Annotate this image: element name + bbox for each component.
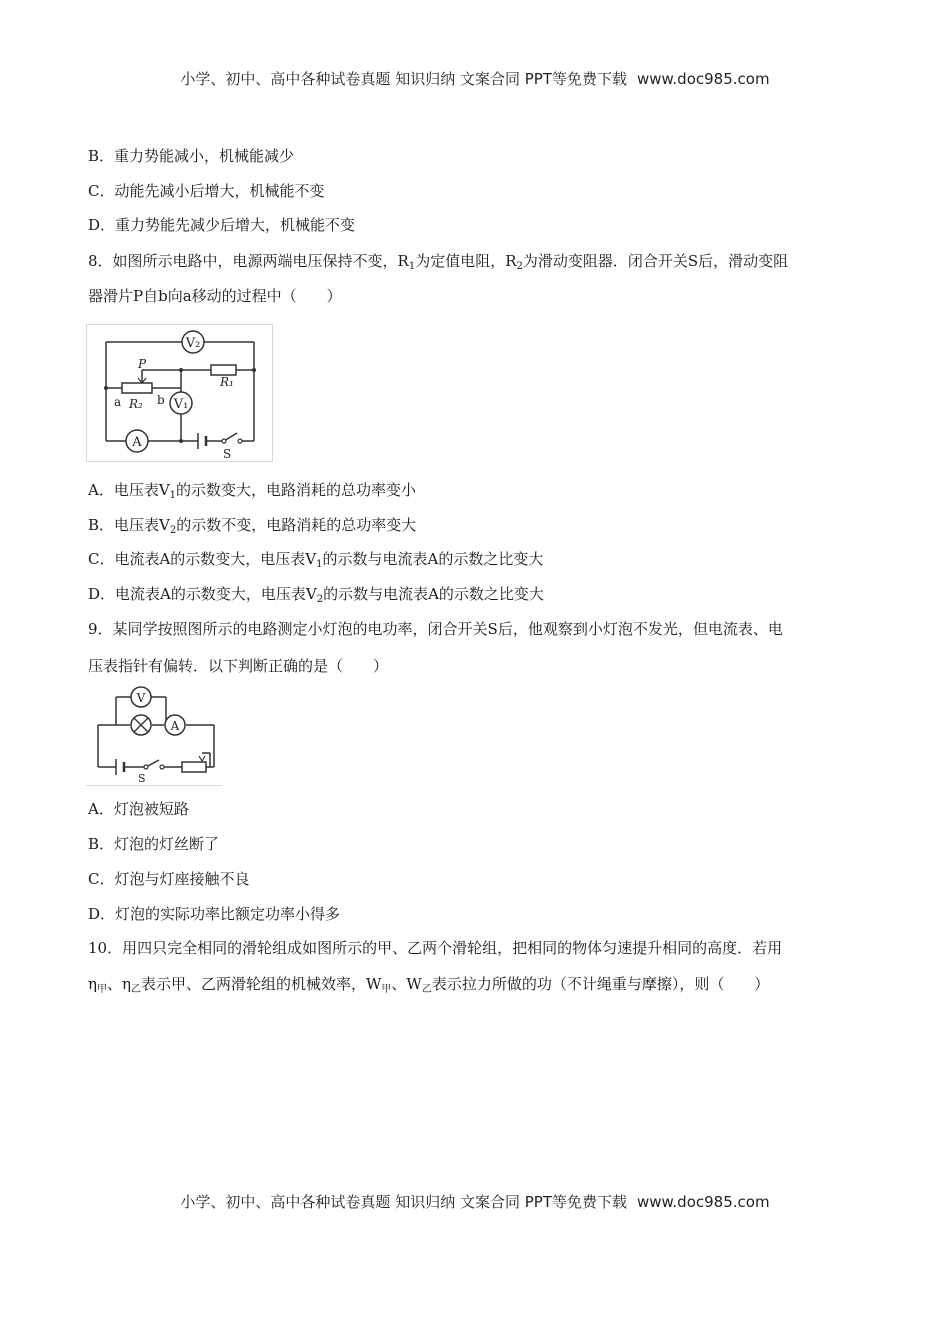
header-text: 小学、初中、高中各种试卷真题 知识归纳 文案合同 PPT等免费下载 — [180, 70, 627, 88]
label-v1: V₁ — [173, 397, 189, 412]
label-r1: R₁ — [220, 375, 234, 389]
label-p: P — [138, 357, 147, 371]
rheostat — [182, 762, 206, 772]
q8-stem-line2: 器滑片P自b向a移动的过程中（ ） — [88, 287, 342, 305]
q9-option-a: A．灯泡被短路 — [88, 800, 189, 818]
q9-option-c: C．灯泡与灯座接触不良 — [88, 870, 250, 888]
q9-option-b: B．灯泡的灯丝断了 — [88, 835, 220, 853]
q8-stem-line1: 8．如图所示电路中，电源两端电压保持不变，$R_1$为定值电阻，$R_2$为滑动变阻器．闭合开关S后，滑动变阻 — [88, 252, 789, 272]
q8-option-c: C．电流表A的示数变大，电压表$V_1$的示数与电流表A的示数之比变大 — [88, 550, 544, 570]
footer-url[interactable]: www.doc985.com — [636, 1193, 770, 1211]
label-ammeter: A — [132, 435, 142, 450]
q8-option-d: D．电流表A的示数变大，电压表$V_2$的示数与电流表A的示数之比变大 — [88, 585, 544, 605]
q7-option-d: D．重力势能先减少后增大，机械能不变 — [88, 216, 356, 234]
q8-circuit-figure — [86, 324, 274, 466]
q8-option-b: B．电压表$V_2$的示数不变，电路消耗的总功率变大 — [88, 516, 417, 536]
q9-stem-line2: 压表指针有偏转．以下判断正确的是（ ） — [88, 657, 389, 675]
header-url[interactable]: www.doc985.com — [636, 70, 770, 88]
q10-stem-line1: 10．用四只完全相同的滑轮组成如图所示的甲、乙两个滑轮组，把相同的物体匀速提升相同的高度．若用 — [88, 939, 783, 957]
label-r2: R₂ — [129, 397, 143, 411]
label-a: a — [114, 395, 122, 409]
q8-option-a: A．电压表$V_1$的示数变大，电路消耗的总功率变小 — [88, 481, 417, 501]
footer-text: 小学、初中、高中各种试卷真题 知识归纳 文案合同 PPT等免费下载 — [180, 1193, 627, 1211]
r2-resistor — [122, 383, 152, 393]
q10-stem-line2: $\eta_甲$、$\eta_乙$表示甲、乙两滑轮组的机械效率，$W_甲$、$W_乙$表示拉力所做的功（不计绳重与摩擦），则（ ） — [88, 975, 770, 995]
r1-resistor — [211, 365, 236, 375]
q9-option-d: D．灯泡的实际功率比额定功率小得多 — [88, 905, 341, 923]
q9-circuit-figure — [86, 685, 222, 791]
q7-option-b: B．重力势能减小，机械能减少 — [88, 147, 295, 165]
label-v: V — [136, 691, 146, 705]
q7-option-c: C．动能先减小后增大，机械能不变 — [88, 182, 325, 200]
label-b: b — [157, 393, 165, 407]
label-v2: V₂ — [185, 336, 201, 351]
label-ammeter: A — [170, 719, 180, 733]
label-s: S — [138, 772, 146, 785]
page-footer — [0, 1191, 950, 1212]
label-s: S — [223, 447, 232, 461]
page-header — [0, 68, 950, 89]
q9-stem-line1: 9．某同学按照图所示的电路测定小灯泡的电功率，闭合开关S后，他观察到小灯泡不发光，但电流表、电 — [88, 620, 783, 638]
